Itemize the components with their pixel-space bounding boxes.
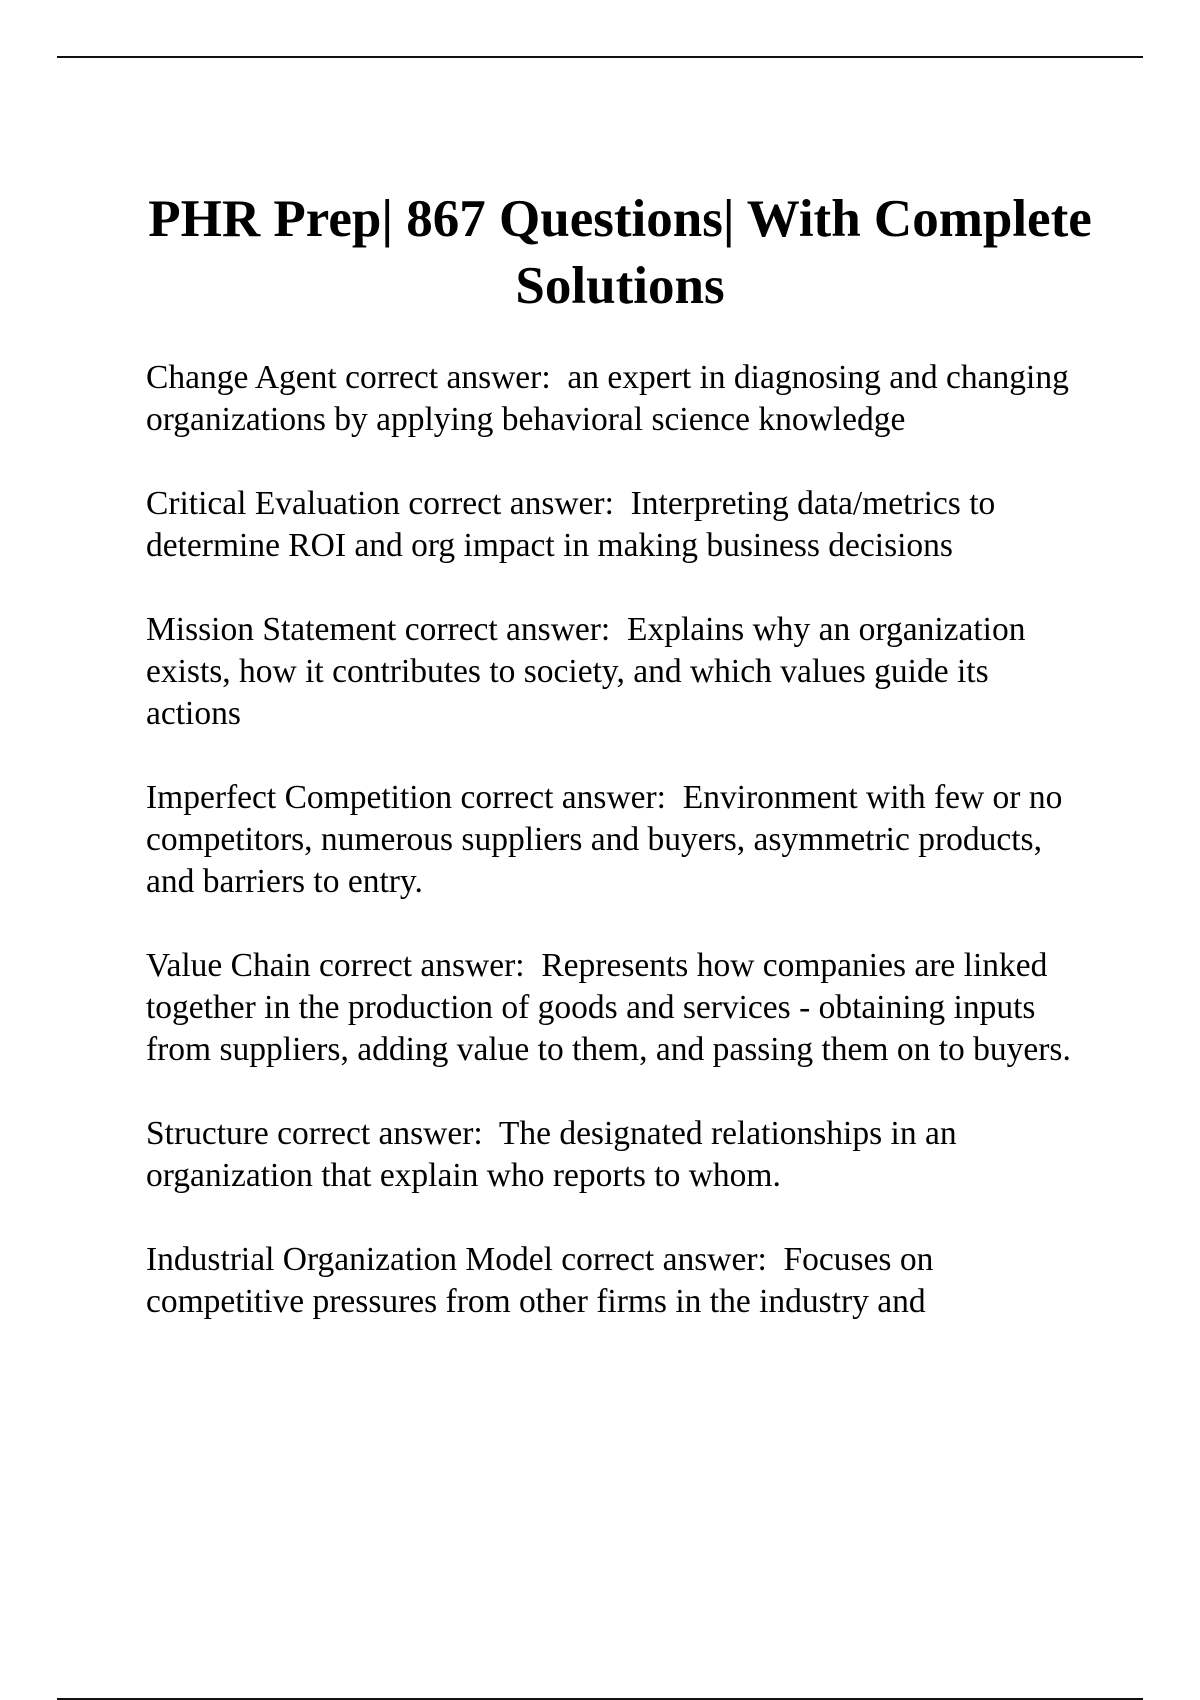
entry-answer-label: correct answer: xyxy=(561,1241,767,1278)
entry-term: Imperfect Competition xyxy=(146,779,453,816)
entry-term: Critical Evaluation xyxy=(146,485,400,522)
entry-change-agent xyxy=(146,357,1086,441)
entry-answer-label: correct answer: xyxy=(404,611,611,648)
entry-answer-label: correct answer: xyxy=(277,1115,483,1152)
entry-critical-evaluation xyxy=(146,483,1086,567)
entry-industrial-organization-model xyxy=(146,1239,1086,1323)
entry-structure xyxy=(146,1113,1086,1197)
entry-answer: Environment with few or no competitors, numerous suppliers and buyers, asymmetric products, and barriers to entry. xyxy=(146,779,1071,900)
top-rule xyxy=(57,56,1143,58)
entry-term: Mission Statement xyxy=(146,611,397,648)
entry-answer: Interpreting data/metrics to determine ROI and org impact in making business decisions xyxy=(146,485,1004,564)
entry-mission-statement xyxy=(146,609,1086,735)
entry-answer: an expert in diagnosing and changing organizations by applying behavioral science knowledge xyxy=(146,359,1078,438)
entry-answer: Explains why an organization exists, how it contributes to society, and which values guide its actions xyxy=(146,611,1034,732)
entry-answer: Focuses on competitive pressures from other firms in the industry and xyxy=(146,1241,942,1320)
document-title: PHR Prep| 867 Questions| With Complete Solutions xyxy=(148,190,1092,315)
entry-value-chain xyxy=(146,945,1086,1071)
entry-term: Value Chain xyxy=(146,947,311,984)
entry-imperfect-competition xyxy=(146,777,1086,903)
entry-answer-label: correct answer: xyxy=(460,779,666,816)
entry-term: Structure xyxy=(146,1115,269,1152)
document-body xyxy=(146,357,1086,1365)
entry-answer-label: correct answer: xyxy=(408,485,614,522)
entry-answer: Represents how companies are linked together in the production of goods and services - obtaining inputs from suppliers, adding value to them, and passing them on to buyers. xyxy=(146,947,1071,1068)
entry-answer: The designated relationships in an organization that explain who reports to whom. xyxy=(146,1115,965,1194)
entry-term: Change Agent xyxy=(146,359,337,396)
entry-answer-label: correct answer: xyxy=(345,359,551,396)
entry-answer-label: correct answer: xyxy=(319,947,525,984)
entry-term: Industrial Organization Model xyxy=(146,1241,553,1278)
